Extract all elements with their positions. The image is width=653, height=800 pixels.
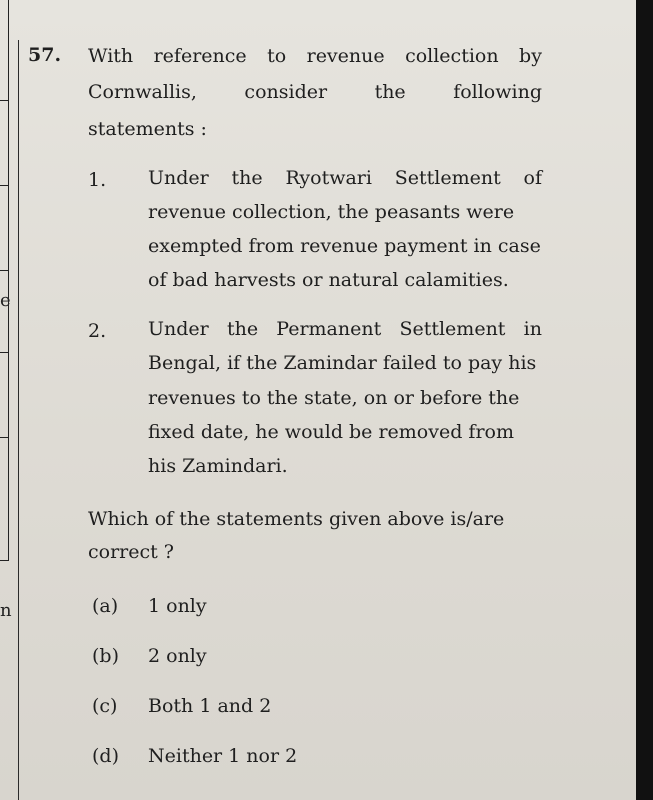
statement-line xyxy=(148,169,542,188)
option-a-letter[interactable]: (a) xyxy=(92,595,119,617)
word: the xyxy=(374,81,406,103)
question-stem-line xyxy=(88,47,542,66)
left-column-border xyxy=(8,0,9,560)
statement-line: his Zamindari. xyxy=(148,455,288,477)
option-d-text[interactable]: Neither 1 nor 2 xyxy=(148,745,298,767)
margin-fragment: n xyxy=(0,600,12,621)
word: Ryotwari xyxy=(285,167,372,189)
left-rule xyxy=(0,437,9,438)
question-stem-line: statements : xyxy=(88,118,207,140)
question-stem-line xyxy=(88,83,542,102)
statement-number: 1. xyxy=(88,169,107,191)
statement-line: fixed date, he would be removed from xyxy=(148,421,515,443)
statement-line: revenue collection, the peasants were xyxy=(148,201,515,223)
word: Settlement xyxy=(394,167,501,189)
column-divider xyxy=(18,40,19,800)
page-edge-shadow xyxy=(636,0,653,800)
word: reference xyxy=(153,45,247,67)
statement-line: of bad harvests or natural calamities. xyxy=(148,269,509,291)
word: Under xyxy=(148,167,209,189)
option-c-text[interactable]: Both 1 and 2 xyxy=(148,695,272,717)
statement-number: 2. xyxy=(88,320,107,342)
word: the xyxy=(226,318,259,340)
word: in xyxy=(523,318,542,340)
option-b-text[interactable]: 2 only xyxy=(148,645,207,667)
statement-line: Bengal, if the Zamindar failed to pay his xyxy=(148,352,537,374)
word: following xyxy=(453,81,542,103)
option-c-letter[interactable]: (c) xyxy=(92,695,118,717)
word: Under xyxy=(148,318,209,340)
word: revenue xyxy=(306,45,385,67)
left-rule xyxy=(0,185,9,186)
question-number: 57. xyxy=(28,44,62,66)
word: With xyxy=(88,45,134,67)
left-rule xyxy=(0,270,9,271)
word: by xyxy=(519,45,542,67)
question-prompt: correct ? xyxy=(88,541,174,563)
left-rule xyxy=(0,100,9,101)
word: of xyxy=(523,167,542,189)
word: consider xyxy=(244,81,328,103)
left-rule xyxy=(0,352,9,353)
word: Settlement xyxy=(399,318,506,340)
word: Permanent xyxy=(276,318,382,340)
statement-line xyxy=(148,320,542,339)
margin-fragment: e xyxy=(0,290,11,311)
question-prompt: Which of the statements given above is/are xyxy=(88,508,505,530)
word: to xyxy=(267,45,287,67)
statement-line: exempted from revenue payment in case xyxy=(148,235,541,257)
option-a-text[interactable]: 1 only xyxy=(148,595,207,617)
word: Cornwallis, xyxy=(88,81,197,103)
word: the xyxy=(231,167,263,189)
option-d-letter[interactable]: (d) xyxy=(92,745,119,767)
option-b-letter[interactable]: (b) xyxy=(92,645,119,667)
statement-line: revenues to the state, on or before the xyxy=(148,387,520,409)
word: collection xyxy=(405,45,499,67)
left-rule xyxy=(0,560,9,561)
